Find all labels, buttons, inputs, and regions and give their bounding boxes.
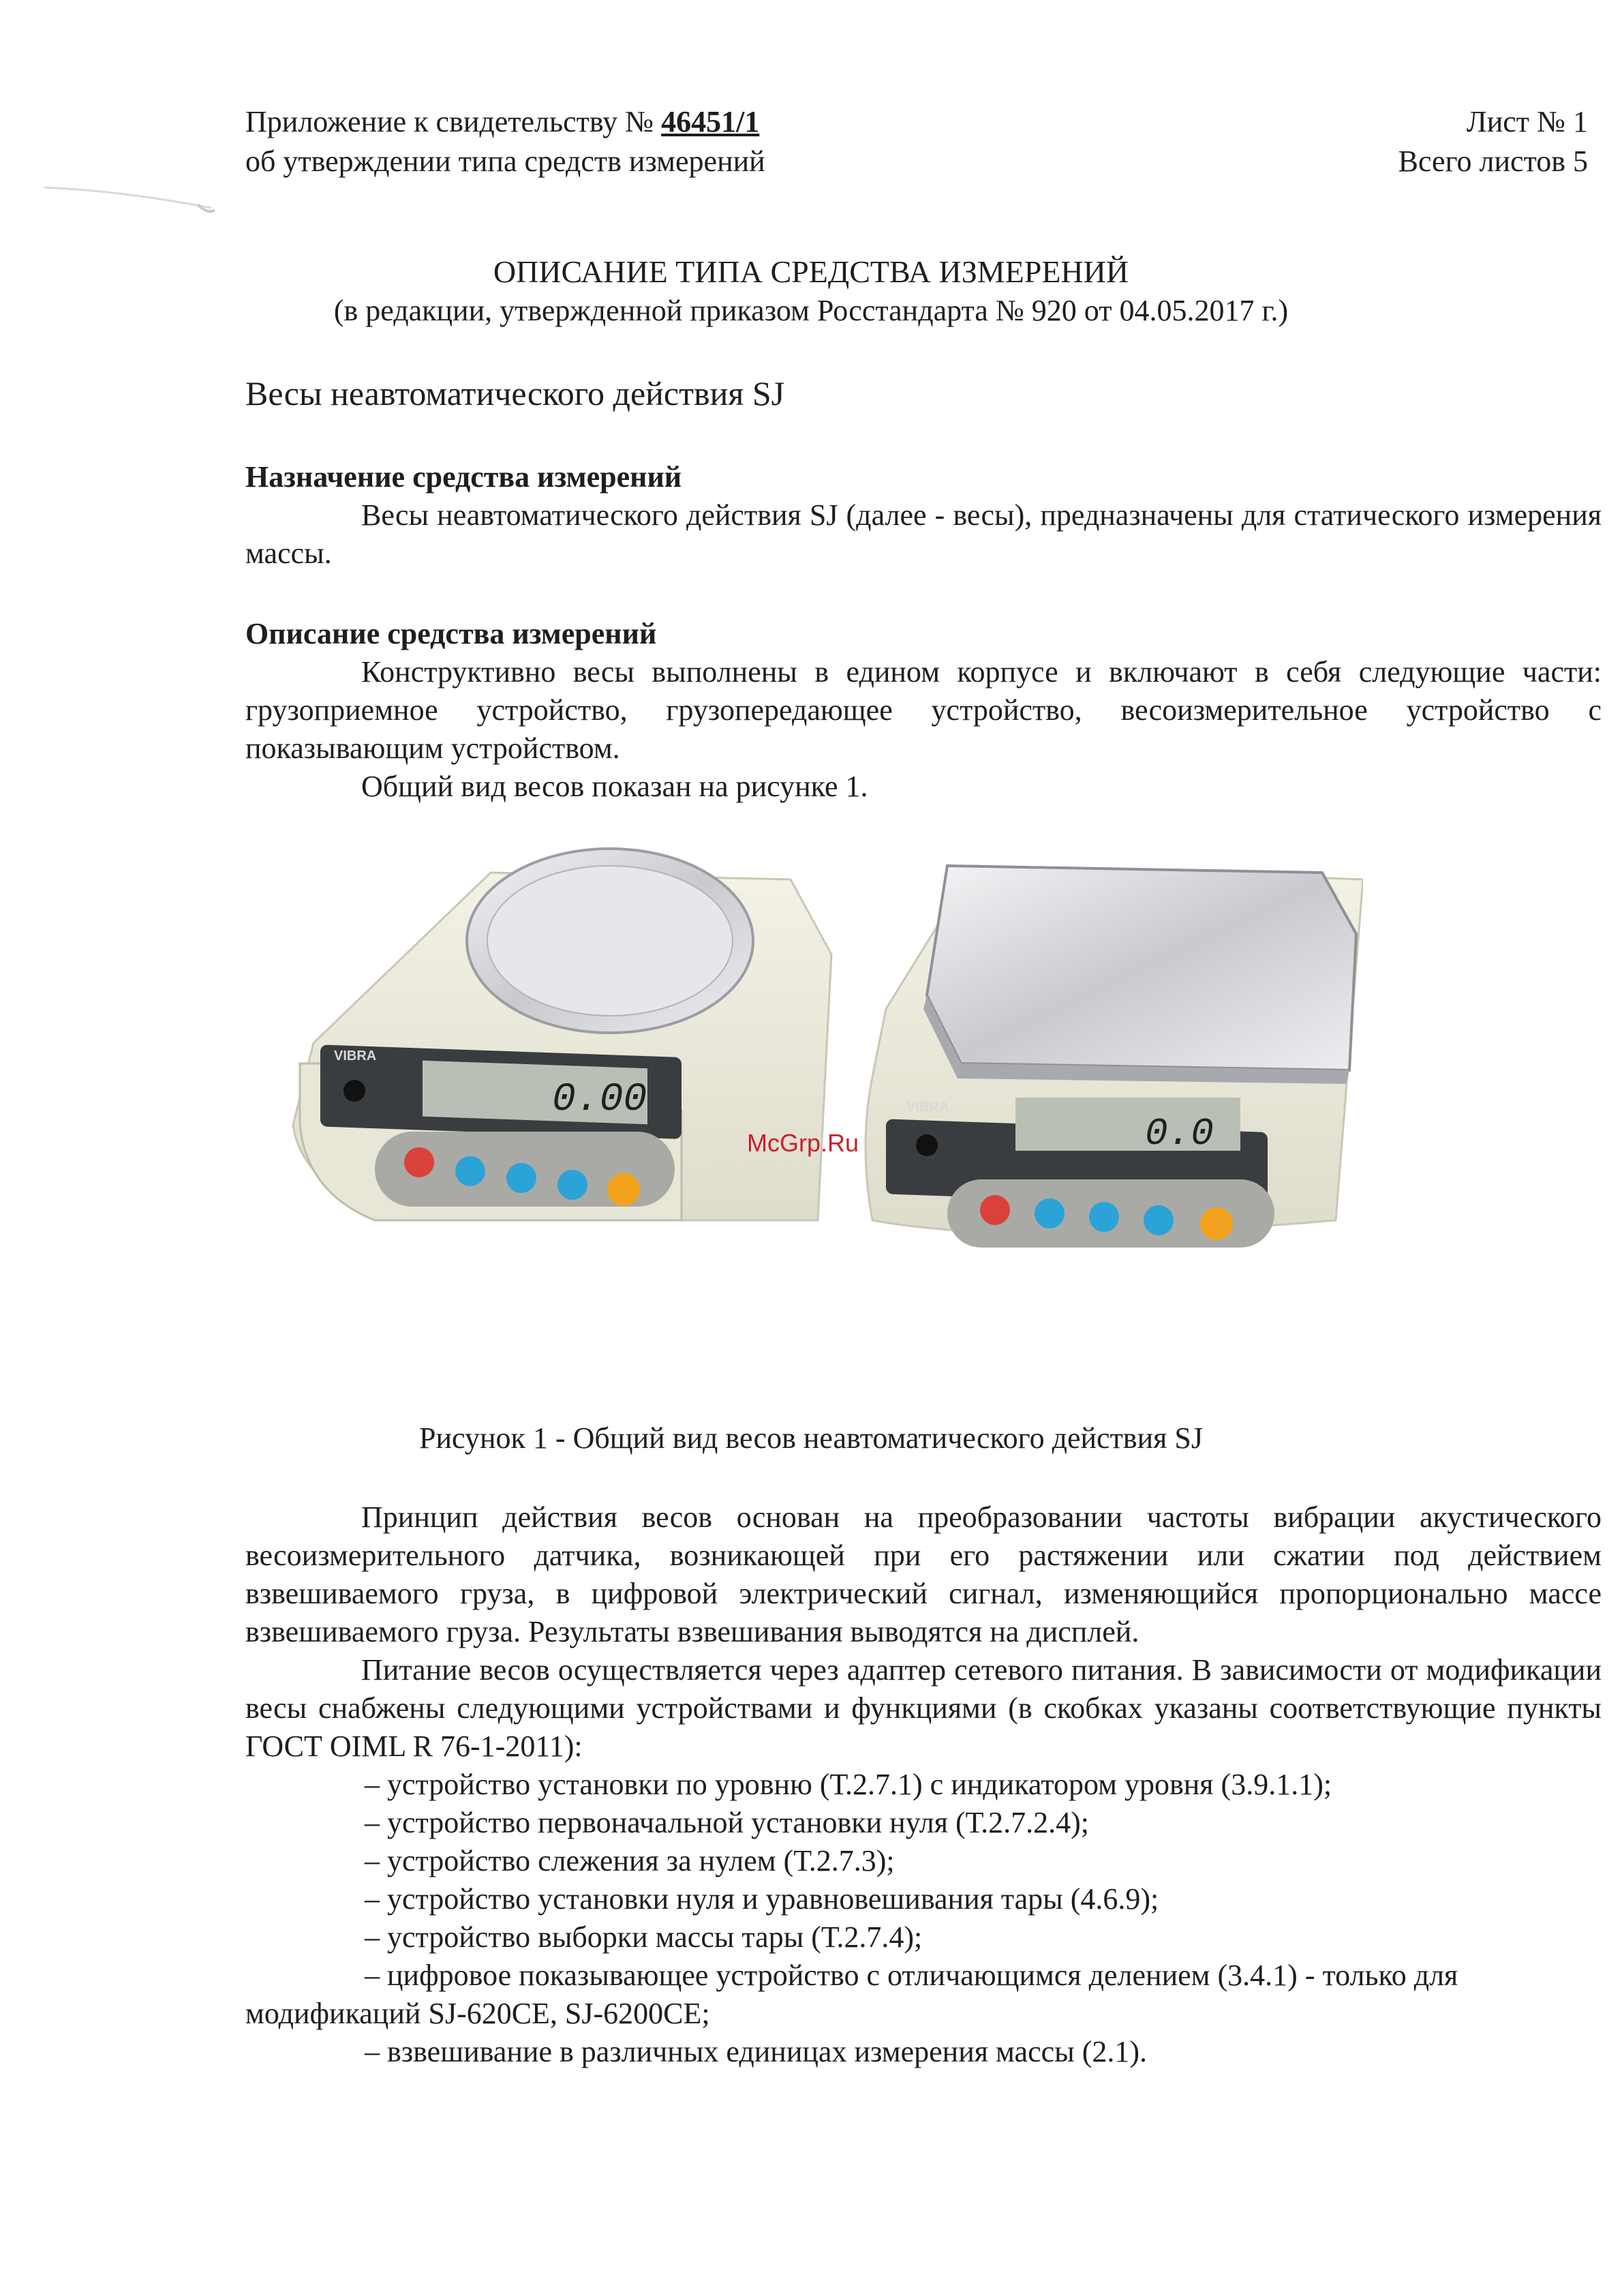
- right-button-3: [1144, 1205, 1174, 1235]
- feature-item: – устройство первоначальной установки нуля (Т.2.7.2.4);: [365, 1806, 1089, 1839]
- left-level-indicator: [343, 1080, 365, 1102]
- feature-item: – цифровое показывающее устройство с отличающимся делением (3.4.1) - только для: [365, 1959, 1458, 1992]
- sheet-info: [1398, 102, 1588, 181]
- figure-scales: [273, 839, 1363, 1370]
- description-heading: Описание средства измерений: [245, 617, 657, 650]
- scan-artifact: [41, 177, 218, 218]
- scale-right: [866, 866, 1363, 1248]
- principle-text: Принцип действия весов основан на преобразовании частоты вибрации акустического весоизмерительного датчика, возникающей при его растяжении или сжатии под действием взвешиваемого груза, в цифровой электрический сигнал, изменяющийся пропорционально массе взвешиваемого груза. Результаты взвешивания выводятся на дисплей.: [245, 1500, 1602, 1648]
- document-subtitle: (в редакции, утвержденной приказом Росстандарта № 920 от 04.05.2017 г.): [333, 294, 1289, 327]
- left-button-3: [557, 1170, 587, 1200]
- left-button-2: [506, 1163, 536, 1193]
- right-button-2: [1089, 1202, 1119, 1232]
- figure-caption: Рисунок 1 - Общий вид весов неавтоматического действия SJ: [419, 1421, 1203, 1455]
- description-text: Конструктивно весы выполнены в едином корпусе и включают в себя следующие части: грузоприемное устройство, грузопередающее устройство, весоизмерительное устройство с показывающим устройством.: [245, 655, 1602, 765]
- right-brand: VIBRA: [906, 1100, 949, 1115]
- right-power-button: [980, 1195, 1010, 1225]
- feature-item: – устройство установки по уровню (Т.2.7.1) с индикатором уровня (3.9.1.1);: [365, 1768, 1332, 1801]
- right-display-value: 0.0: [1145, 1112, 1214, 1155]
- feature-item: – устройство слежения за нулем (Т.2.7.3);: [365, 1844, 895, 1877]
- feature-item: – устройство выборки массы тары (Т.2.7.4);: [365, 1920, 923, 1954]
- left-brand: VIBRA: [334, 1048, 377, 1063]
- certificate-number: 46451/1: [661, 105, 760, 138]
- instrument-name: Весы неавтоматического действия SJ: [245, 374, 785, 412]
- watermark: McGrp.Ru: [747, 1129, 859, 1157]
- right-tare-button: [1200, 1207, 1233, 1240]
- left-tare-button: [607, 1173, 640, 1206]
- total-sheets: Всего листов 5: [1398, 145, 1588, 178]
- right-button-1: [1035, 1198, 1065, 1228]
- left-display-value: 0.00: [552, 1078, 647, 1122]
- right-level-indicator: [916, 1134, 938, 1156]
- feature-item: – взвешивание в различных единицах измерения массы (2.1).: [365, 2035, 1147, 2068]
- power-text: Питание весов осуществляется через адаптер сетевого питания. В зависимости от модификации весы снабжены следующими устройствами и функциями (в скобках указаны соответствующие пункты ГОСТ OIML R 76-1-2011):: [245, 1653, 1602, 1763]
- left-power-button: [404, 1147, 434, 1177]
- appendix-line1: Приложение к свидетельству № 46451/1: [245, 105, 760, 138]
- purpose-heading: Назначение средства измерений: [245, 460, 682, 494]
- feature-item-continuation: модификаций SJ-620CE, SJ-6200CE;: [245, 1997, 710, 2030]
- left-button-1: [455, 1156, 485, 1186]
- document-title: ОПИСАНИЕ ТИПА СРЕДСТВА ИЗМЕРЕНИЙ: [493, 254, 1129, 289]
- sheet-number: Лист № 1: [1466, 105, 1588, 138]
- appendix-line2: об утверждении типа средств измерений: [245, 145, 765, 178]
- feature-item: – устройство установки нуля и уравновешивания тары (4.6.9);: [365, 1882, 1159, 1916]
- purpose-text: Весы неавтоматического действия SJ (далее - весы), предназначены для статического измерения массы.: [245, 498, 1602, 570]
- appendix-header: [245, 102, 765, 181]
- scale-left: [293, 849, 831, 1220]
- figure-reference: Общий вид весов показан на рисунке 1.: [361, 770, 868, 803]
